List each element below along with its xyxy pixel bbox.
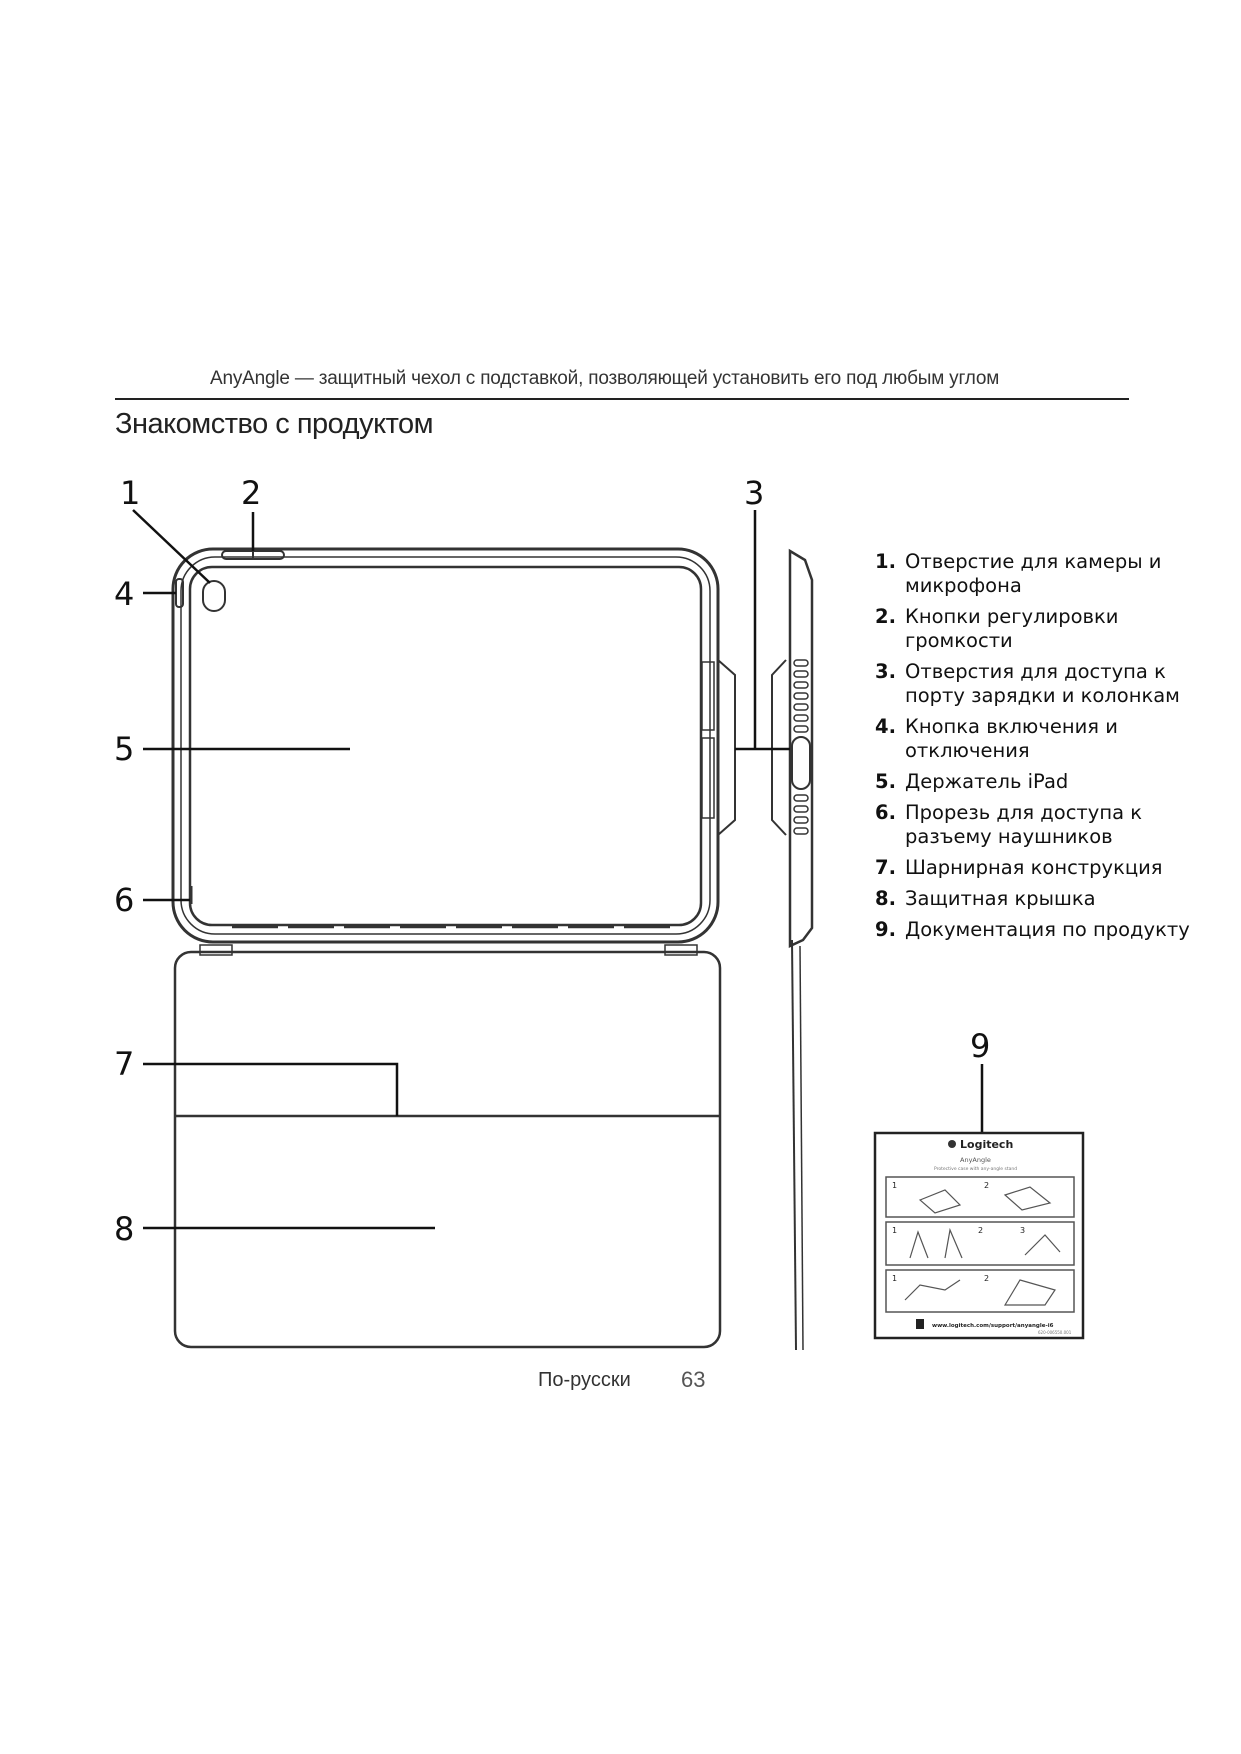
side-profile-illustration — [772, 551, 812, 1350]
legend-item: 7. Шарнирная конструкция — [875, 856, 1163, 879]
callout-4: 4 — [114, 575, 135, 613]
doc-step: 1 — [892, 1274, 898, 1283]
camera-hole-icon — [203, 581, 225, 611]
doc-product: AnyAngle — [960, 1156, 991, 1164]
doc-step: 2 — [984, 1181, 990, 1190]
ipad-holder-illustration — [173, 549, 735, 942]
doc-step: 2 — [984, 1274, 990, 1283]
doc-step: 3 — [1020, 1226, 1026, 1235]
footer-language: По-русски — [538, 1369, 631, 1391]
doc-step: 1 — [892, 1226, 898, 1235]
doc-brand: Logitech — [960, 1138, 1014, 1151]
callout-1: 1 — [120, 474, 141, 512]
legend-item: 1. Отверстие для камеры и микрофона — [875, 550, 1162, 597]
legend-item: 4. Кнопка включения и отключения — [875, 715, 1118, 762]
doc-step: 1 — [892, 1181, 898, 1190]
doc-subtitle: Protective case with any-angle stand — [934, 1167, 1018, 1172]
callout-9: 9 — [970, 1027, 991, 1065]
running-title: AnyAngle — защитный чехол с подставкой, позволяющей установить его под любым углом — [210, 368, 1000, 389]
doc-url: www.logitech.com/support/anyangle-i6 — [932, 1323, 1054, 1329]
doc-code: 620-006550.001 — [1038, 1330, 1072, 1335]
charging-port-icon — [792, 737, 810, 789]
page-number: 63 — [681, 1367, 706, 1392]
callout-6: 6 — [114, 881, 135, 919]
legend-item: 6. Прорезь для доступа к разъему наушников — [875, 801, 1142, 848]
doc-phone-icon — [916, 1319, 924, 1329]
doc-step: 2 — [978, 1226, 984, 1235]
legend-item: 9. Документация по продукту — [875, 918, 1190, 941]
callout-7: 7 — [114, 1045, 135, 1083]
callout-3: 3 — [744, 474, 765, 512]
documentation-card — [875, 1133, 1083, 1338]
legend-item: 3. Отверстия для доступа к порту зарядки и колонкам — [875, 660, 1180, 707]
section-title: Знакомство с продуктом — [115, 408, 434, 440]
callout-5: 5 — [114, 730, 135, 768]
legend-item: 8. Защитная крышка — [875, 887, 1096, 910]
logitech-logo-icon — [948, 1140, 956, 1148]
callout-2: 2 — [241, 474, 262, 512]
legend-item: 2. Кнопки регулировки громкости — [875, 605, 1119, 652]
callout-8: 8 — [114, 1210, 135, 1248]
protective-cover-illustration — [175, 945, 720, 1347]
leader-lines — [133, 510, 982, 1228]
legend-item: 5. Держатель iPad — [875, 770, 1069, 793]
legend-list — [875, 550, 1195, 949]
